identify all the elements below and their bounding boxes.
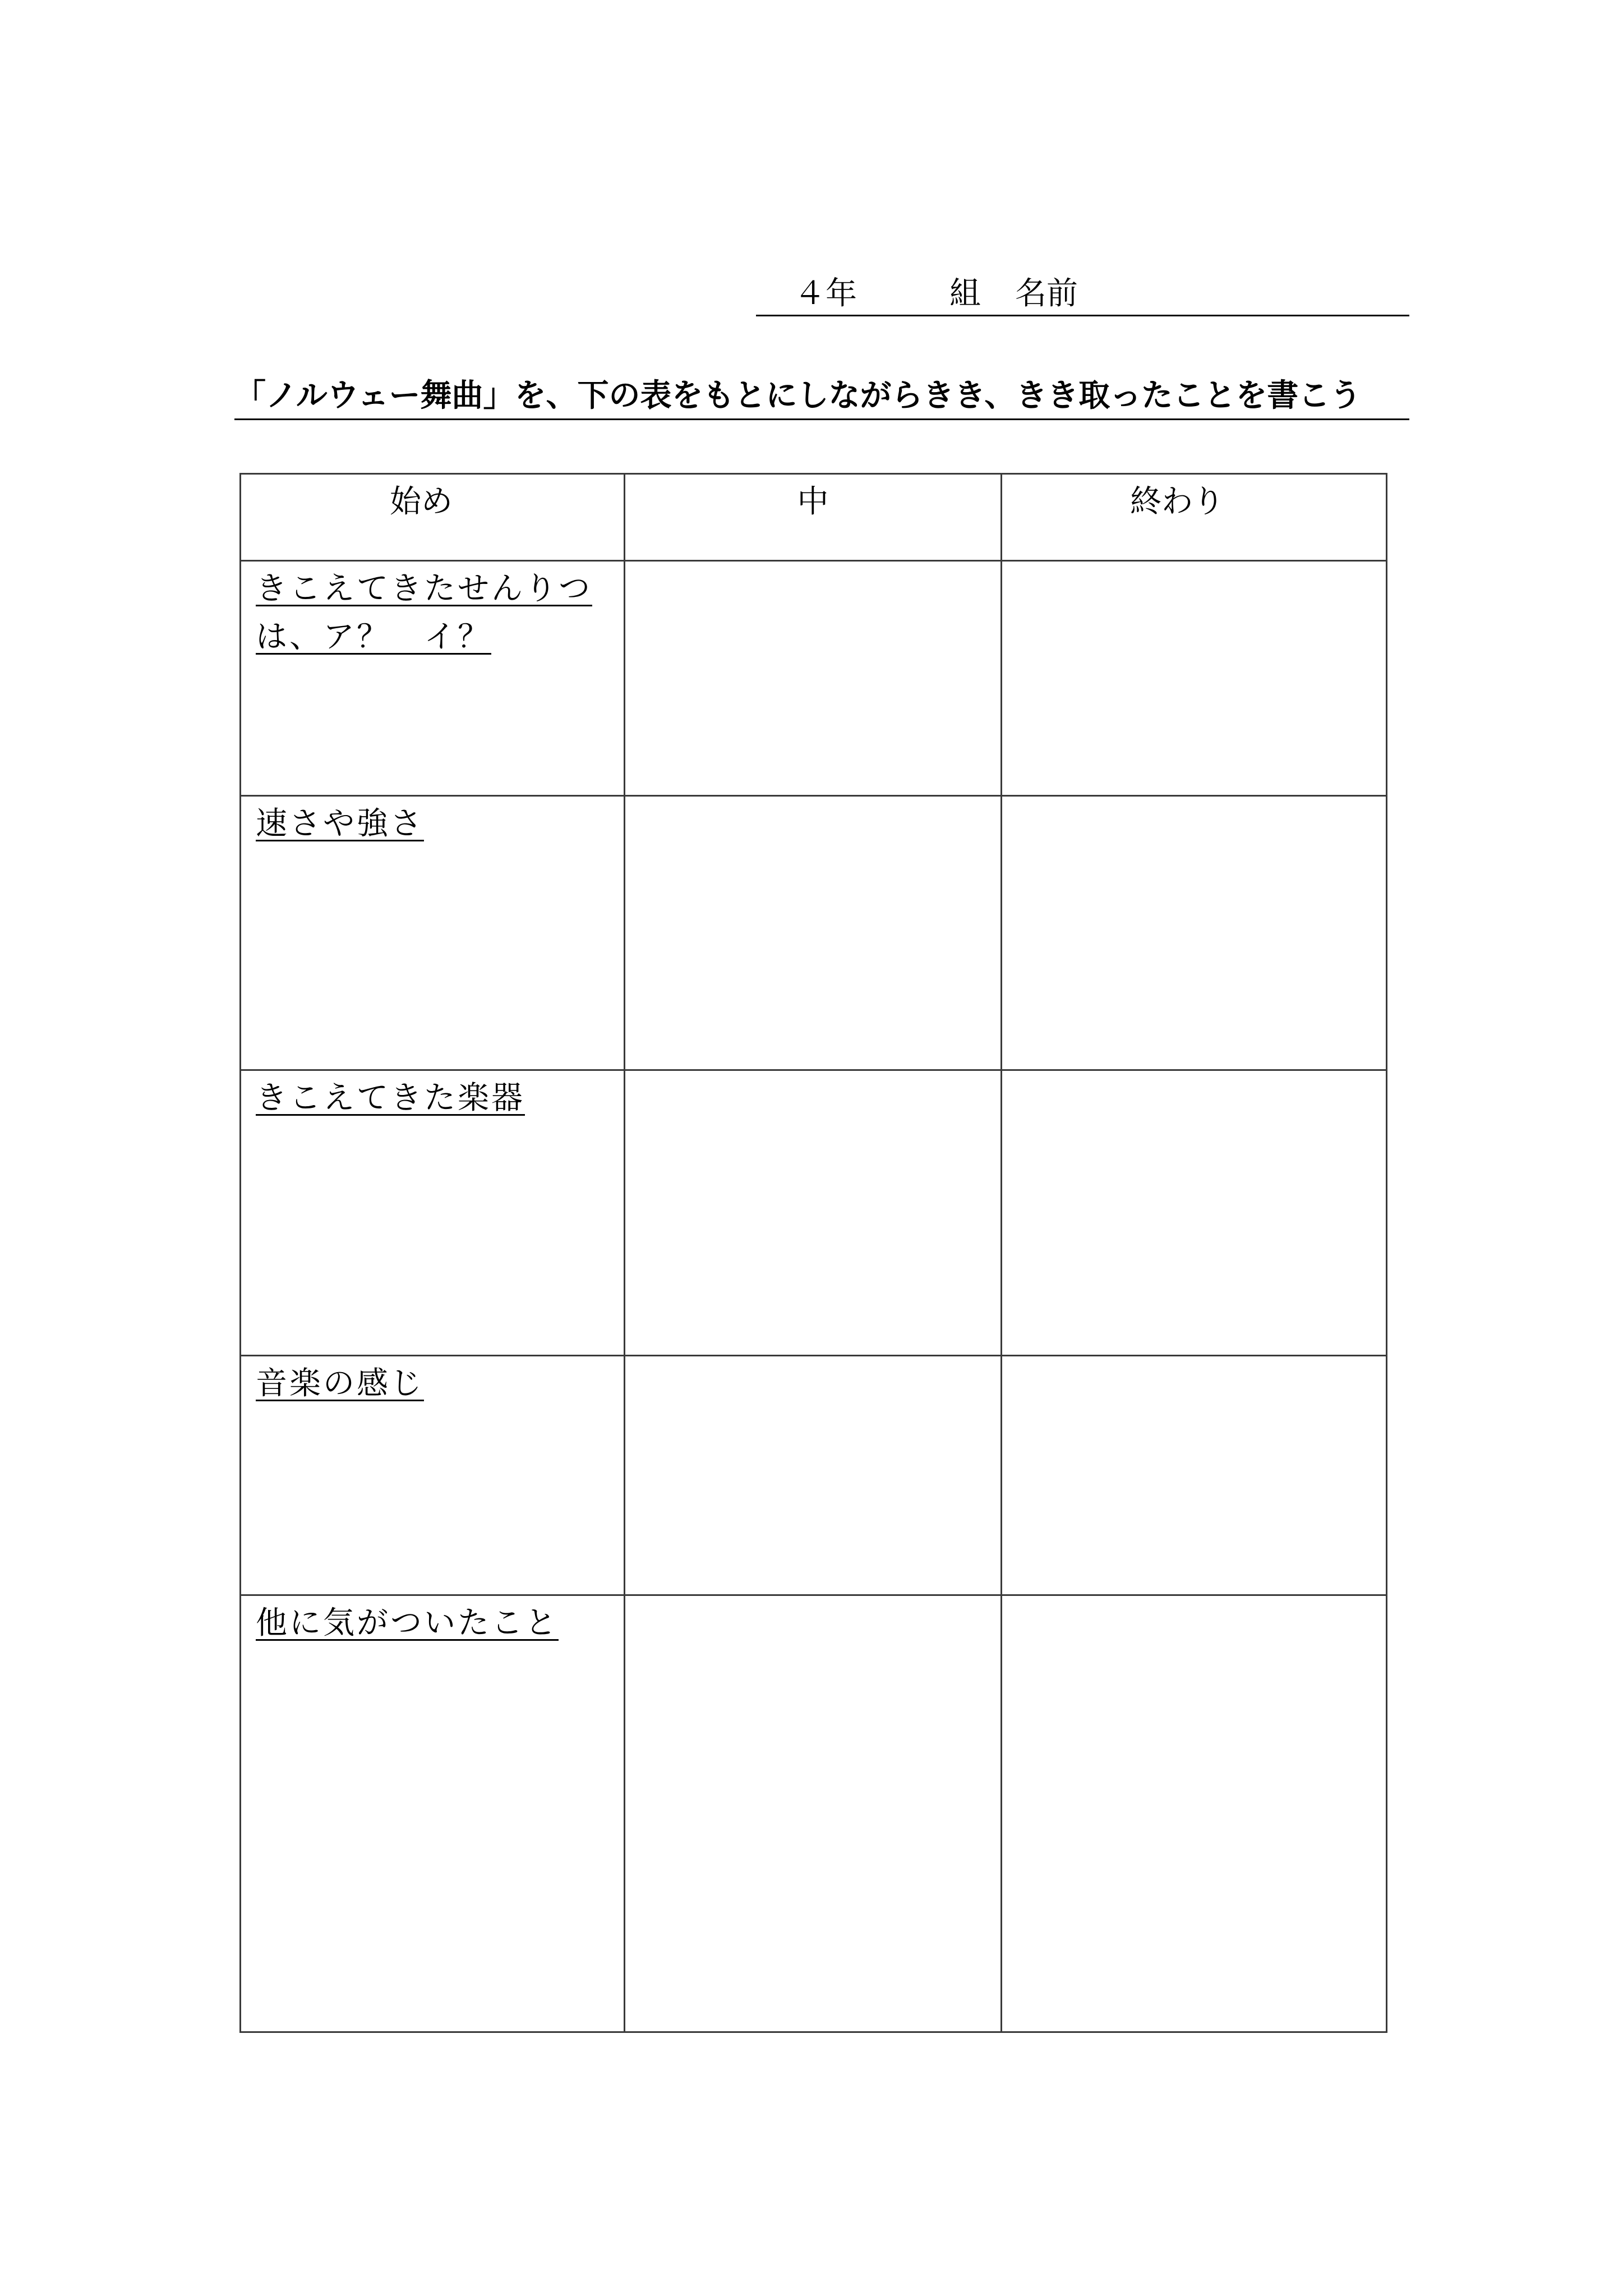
row-label-text: 速さや強さ [256,806,424,842]
class-label: 組 [949,275,981,312]
answer-cell-end[interactable] [1002,1070,1387,1356]
table-row [241,1595,1387,2032]
row-label-other-notes [241,1595,625,2032]
row-label-feeling [241,1356,625,1595]
answer-cell-end[interactable] [1002,561,1387,796]
answer-cell-end[interactable] [1002,1595,1387,2032]
column-header-end: 終わり [1002,474,1387,561]
row-label-tempo-dynamics [241,796,625,1070]
row-label-instruments [241,1070,625,1356]
listening-table [239,473,1387,2033]
grade-label: ４年 [794,275,857,312]
column-header-start: 始め [241,474,625,561]
row-label-text: 他に気がついたこと [256,1605,559,1641]
worksheet-title: 「ノルウェー舞曲」を、下の表をもとにしながらきき、きき取ったことを書こう [234,374,1409,420]
row-label-text: きこえてきたせんりつは、ア？ イ？ [256,570,592,655]
row-label-melody [241,561,625,796]
table-row [241,1070,1387,1356]
name-line [756,273,1409,316]
table-header-row [241,474,1387,561]
row-label-text: きこえてきた楽器 [256,1080,525,1116]
answer-cell-middle[interactable] [625,1595,1002,2032]
answer-cell-middle[interactable] [625,1070,1002,1356]
row-label-text: 音楽の感じ [256,1365,424,1402]
table-row [241,1356,1387,1595]
answer-cell-end[interactable] [1002,1356,1387,1595]
answer-cell-middle[interactable] [625,796,1002,1070]
column-header-middle: 中 [625,474,1002,561]
table-row [241,561,1387,796]
name-label: 名前 [1015,275,1078,312]
answer-cell-middle[interactable] [625,561,1002,796]
table-row [241,796,1387,1070]
answer-cell-end[interactable] [1002,796,1387,1070]
answer-cell-middle[interactable] [625,1356,1002,1595]
